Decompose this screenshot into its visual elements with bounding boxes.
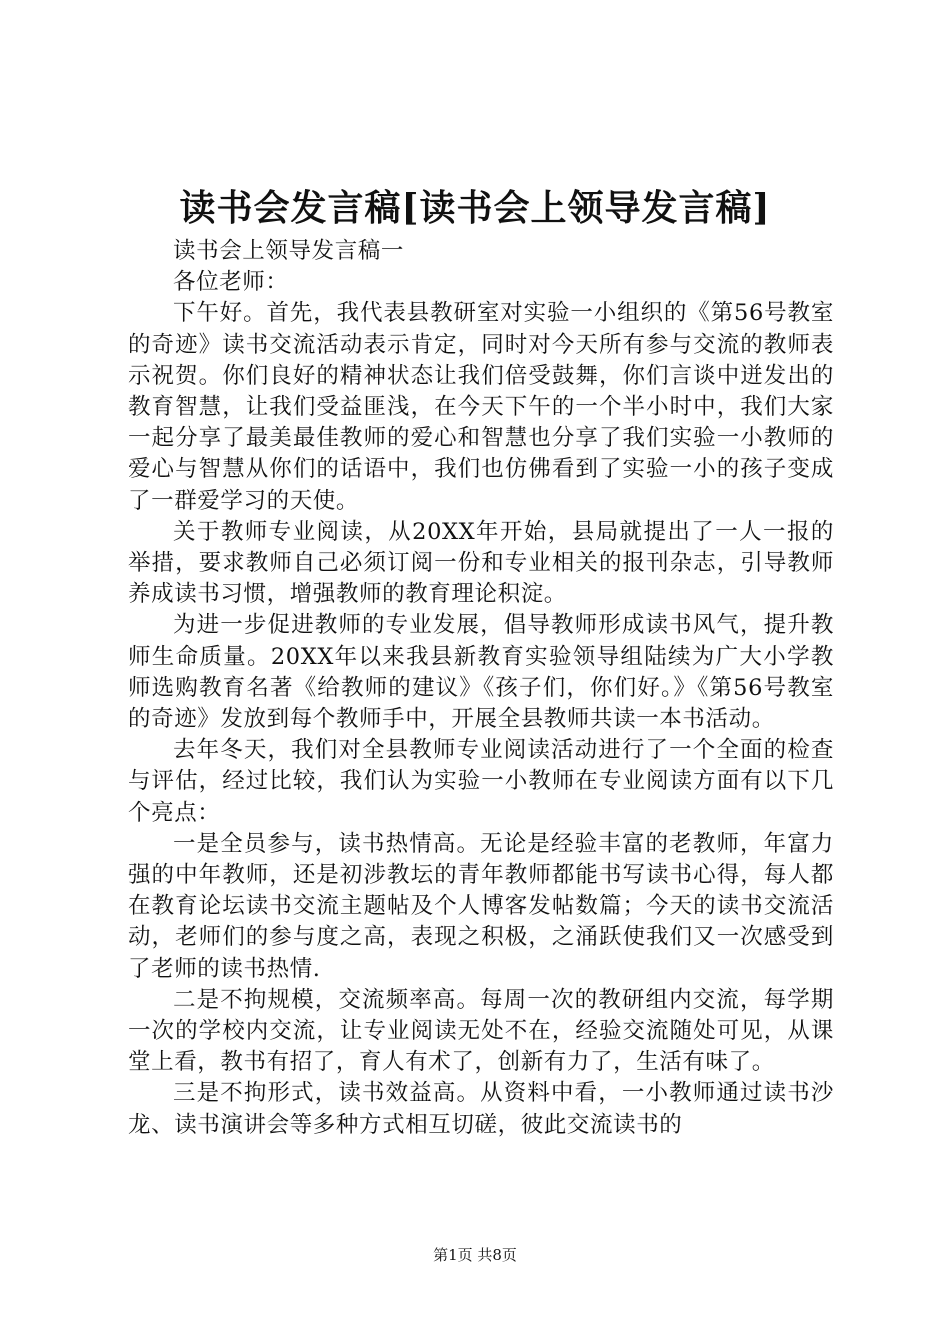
paragraph: 一是全员参与，读书热情高。无论是经验丰富的老教师，年富力强的中年教师，还是初涉教坛的青年教师都能书写读书心得，每人都在教育论坛读书交流主题帖及个人博客发帖数篇；今天的读书交流活动，老师们的参与度之高，表现之积极，之涌跃使我们又一次感受到了老师的读书热情.	[128, 830, 834, 982]
paragraph: 下午好。首先，我代表县教研室对实验一小组织的《第56号教室的奇迹》读书交流活动表示肯定，同时对今天所有参与交流的教师表示祝贺。你们良好的精神状态让我们倍受鼓舞，你们言谈中迸发出的教育智慧，让我们受益匪浅，在今天下午的一个半小时中，我们大家一起分享了最美最佳教师的爱心和智慧也分享了我们实验一小教师的爱心与智慧从你们的话语中，我们也仿佛看到了实验一小的孩子变成了一群爱学习的天使。	[128, 300, 834, 514]
page-number-footer: 第1页 共8页	[433, 1246, 517, 1264]
paragraph: 为进一步促进教师的专业发展，倡导教师形成读书风气，提升教师生命质量。20XX年以来我县新教育实验领导组陆续为广大小学教师选购教育名著《给教师的建议》《孩子们，你们好。》《第56号教室的奇迹》发放到每个教师手中，开展全县教师共读一本书活动。	[128, 612, 834, 733]
paragraph-salutation: 各位老师：	[173, 269, 289, 296]
paragraph: 关于教师专业阅读，从20XX年开始，县局就提出了一人一报的举措，要求教师自己必须订阅一份和专业相关的报刊杂志，引导教师养成读书习惯，增强教师的教育理论积淀。	[128, 518, 834, 608]
paragraph: 三是不拘形式，读书效益高。从资料中看，一小教师通过读书沙龙、读书演讲会等多种方式相互切磋，彼此交流读书的	[128, 1080, 834, 1138]
document-body	[128, 236, 834, 1141]
document-title: 读书会发言稿[读书会上领导发言稿]	[179, 187, 771, 229]
paragraph-heading: 读书会上领导发言稿一	[173, 238, 405, 264]
paragraph: 二是不拘规模，交流频率高。每周一次的教研组内交流，每学期一次的学校内交流，让专业阅读无处不在，经验交流随处可见，从课堂上看，教书有招了，育人有术了，创新有力了，生活有味了。	[128, 986, 834, 1076]
paragraph: 去年冬天，我们对全县教师专业阅读活动进行了一个全面的检查与评估，经过比较，我们认为实验一小教师在专业阅读方面有以下几个亮点：	[128, 737, 834, 826]
